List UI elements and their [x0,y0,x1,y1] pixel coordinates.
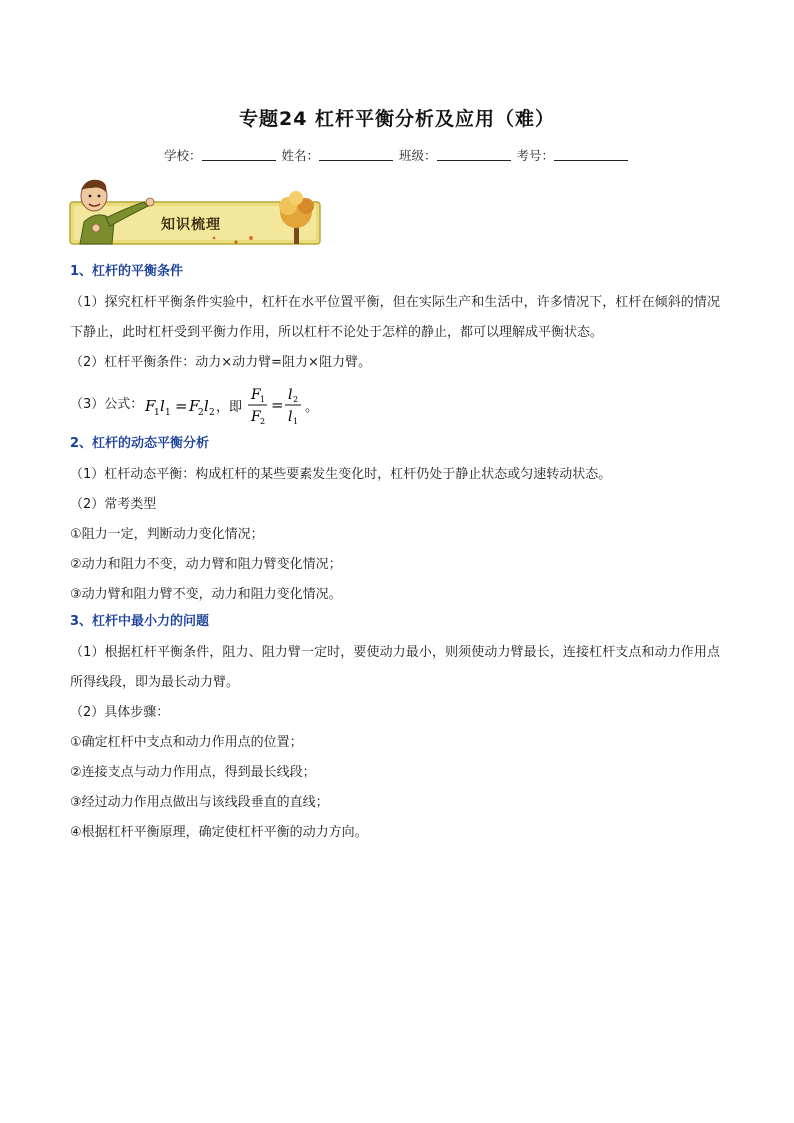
section-2-item-3: ①阻力一定，判断动力变化情况； [70,527,264,542]
knowledge-banner [66,168,332,250]
frac2-num: l [288,387,293,403]
section-heading-2: 2、杠杆的动态平衡分析 [70,436,210,451]
formula-lhs-a-sub: 1 [154,408,161,418]
section-heading-3: 3、杠杆中最小力的问题 [70,614,210,629]
class-blank[interactable] [437,148,511,161]
section-2-item-2: （2）常考类型 [70,497,157,512]
formula-lhs-a: F [145,397,156,415]
formula-rhs-b: l [204,397,210,415]
school-label: 学校： [163,148,202,163]
formula-prefix: （3）公式： [70,397,144,412]
section-2-item-1: （1）杠杆动态平衡：构成杠杆的某些要素发生变化时，杠杆仍处于静止状态或匀速转动状态。 [70,467,612,482]
name-label: 姓名： [281,148,319,163]
frac1-num: F [251,387,261,403]
student-info-line [0,146,794,164]
frac2-den-sub: 1 [293,417,299,426]
page-title: 专题24 杠杆平衡分析及应用（难） [238,108,556,130]
section-3-item-3: ①确定杠杆中支点和动力作用点的位置； [70,735,303,750]
teacher-pointing-illustration [66,168,332,250]
section-1-item-2: （2）杠杆平衡条件：动力×动力臂=阻力×阻力臂。 [70,355,371,370]
formula-lhs-b: l [160,397,166,415]
formula-rhs-a: F [189,397,200,415]
banner-label: 知识梳理 [161,217,221,233]
section-1-item-1: （1）探究杠杆平衡条件实验中，杠杆在水平位置平衡，但在实际生产和生活中，许多情况下，杠杆在倾斜的情况下静止，此时杠杆受到平衡力作用，所以杠杆不论处于怎样的静止，都可以理解成平衡状态。 [70,295,720,340]
frac1-num-sub: 1 [260,395,266,404]
name-blank[interactable] [319,148,393,161]
section-3-item-4: ②连接支点与动力作用点，得到最长线段； [70,765,316,780]
formula-rhs-a-sub: 2 [198,408,205,418]
formula-end: 。 [305,400,319,415]
formula-lhs-b-sub: 1 [165,408,172,418]
section-heading-1: 1、杠杆的平衡条件 [70,264,184,279]
formula-row [70,378,720,432]
frac1-den-sub: 2 [260,417,266,426]
class-label: 班级： [398,148,437,163]
section-3-item-5: ③经过动力作用点做出与该线段垂直的直线； [70,795,329,810]
section-3-item-6: ④根据杠杆平衡原理，确定使杠杆平衡的动力方向。 [70,825,368,840]
formula-rhs-b-sub: 2 [209,408,216,418]
section-2-item-4: ②动力和阻力不变，动力臂和阻力臂变化情况； [70,557,342,572]
frac2-num-sub: 2 [293,395,299,404]
exam-number-label: 考号： [516,148,554,163]
section-3-item-2: （2）具体步骤： [70,705,170,720]
main-content [70,260,720,848]
frac2-den: l [288,409,293,425]
section-3-item-1: （1）根据杠杆平衡条件，阻力、阻力臂一定时，要使动力最小，则须使动力臂最长，连接杠杆支点和动力作用点所得线段，即为最长动力臂。 [70,645,720,690]
exam-number-blank[interactable] [554,148,628,161]
section-2-item-5: ③动力臂和阻力臂不变，动力和阻力变化情况。 [70,587,342,602]
formula-mid: ，即 [216,400,243,415]
lever-balance-formula [143,380,343,430]
svg-text:=: = [175,397,188,415]
frac1-den: F [251,409,261,425]
svg-text:=: = [271,396,284,414]
school-blank[interactable] [202,148,276,161]
